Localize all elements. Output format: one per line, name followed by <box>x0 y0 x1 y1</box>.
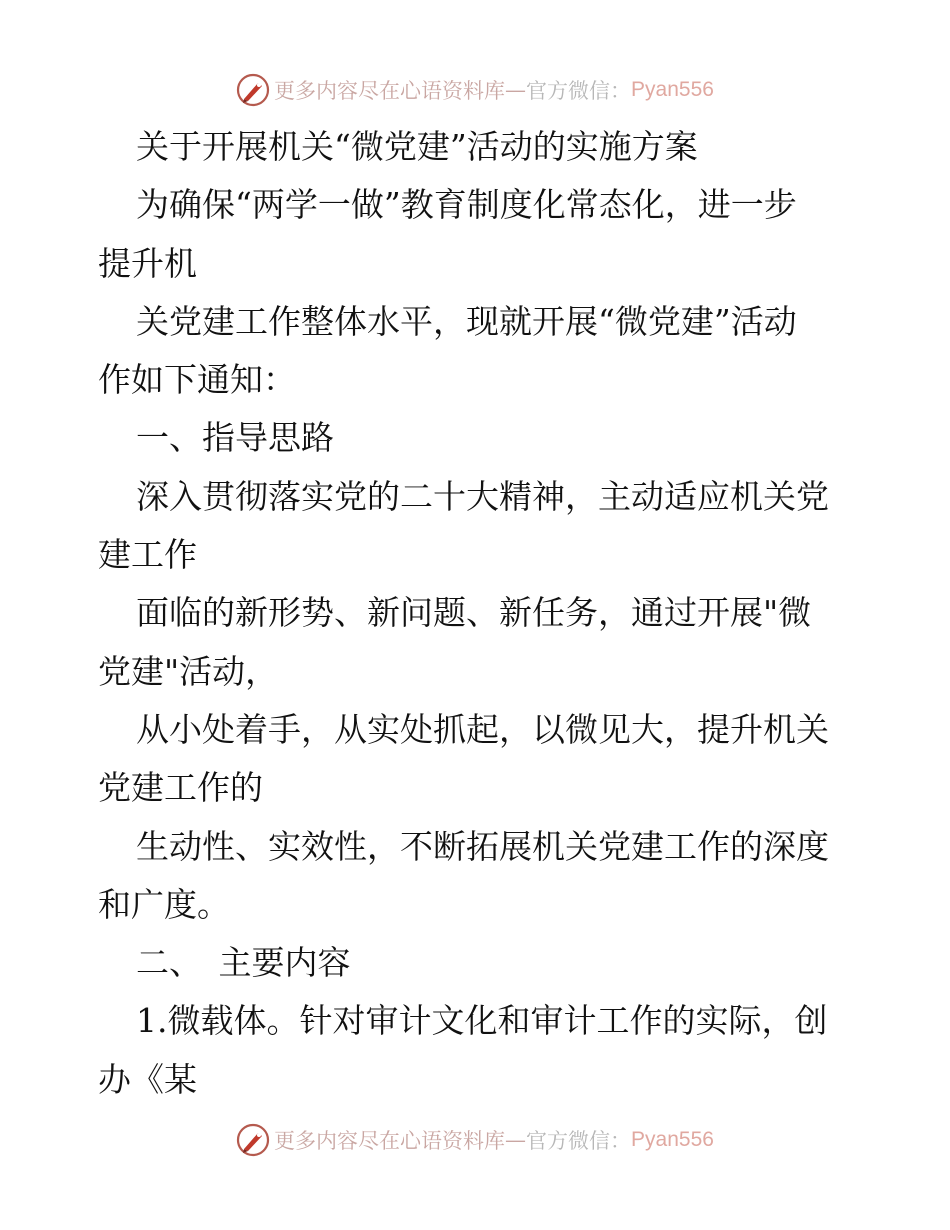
watermark-dash: — <box>505 78 527 102</box>
pen-logo-icon <box>236 1123 270 1157</box>
watermark-sub-text: 官方微信： <box>526 1129 632 1153</box>
pen-logo-icon <box>236 73 270 107</box>
document-line: 从小处着手，从实处抓起，以微见大，提升机关 <box>136 709 829 749</box>
watermark-id: Pyan556 <box>631 1128 714 1151</box>
document-line: 作如下通知： <box>98 360 296 400</box>
watermark-id: Pyan556 <box>631 78 714 101</box>
document-line: 提升机 <box>98 243 197 283</box>
watermark-header <box>0 70 950 110</box>
document-line: 关于开展机关“微党建”活动的实施方案 <box>136 127 698 166</box>
document-line: 办《某 <box>98 1059 197 1099</box>
document-line: 为确保“两学一做”教育制度化常态化，进一步 <box>136 185 797 225</box>
watermark-sub-text: 官方微信： <box>526 79 632 103</box>
document-line: 党建工作的 <box>98 768 263 808</box>
document-line: 和广度。 <box>98 884 230 924</box>
watermark-footer <box>0 1120 950 1160</box>
document-line: 1.微载体。针对审计文化和审计工作的实际，创 <box>136 1001 828 1041</box>
watermark-main-text: 更多内容尽在心语资料库 <box>274 79 506 103</box>
document-line: 建工作 <box>98 535 197 575</box>
watermark-dash: — <box>505 1128 527 1152</box>
document-line: 深入贯彻落实党的二十大精神，主动适应机关党 <box>136 476 829 516</box>
watermark-main-text: 更多内容尽在心语资料库 <box>274 1129 506 1153</box>
document-line: 二、 主要内容 <box>136 943 351 983</box>
document-line: 面临的新形势、新问题、新任务，通过开展"微 <box>136 593 812 633</box>
document-line: 一、指导思路 <box>136 418 334 458</box>
document-line: 党建"活动， <box>98 651 279 691</box>
document-body <box>98 118 858 1109</box>
document-line: 关党建工作整体水平，现就开展“微党建”活动 <box>136 301 797 341</box>
document-line: 生动性、实效性，不断拓展机关党建工作的深度 <box>136 826 829 866</box>
